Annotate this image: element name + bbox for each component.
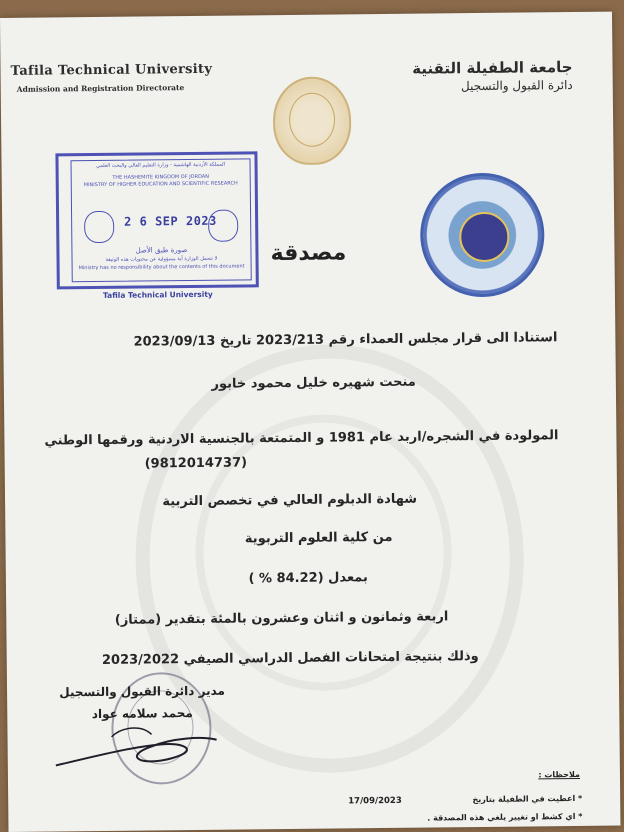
stamp-responsibility-en: Ministry has no responsibility about the contents of this document xyxy=(78,263,245,272)
college-line: من كلية العلوم التربوية xyxy=(244,529,393,547)
arabic-header xyxy=(412,58,573,94)
ministry-stamp xyxy=(55,151,258,300)
granted-line: منحت شهيره خليل محمود خابور xyxy=(211,374,416,392)
document-title: مصدقة xyxy=(270,240,347,267)
semester-line: وذلك بنتيجة امتحانات الفصل الدراسي الصيفي 2023/2022 xyxy=(101,649,479,668)
signatory-name: محمد سلامه عواد xyxy=(91,706,193,722)
decision-line: استنادا الى قرار مجلس العمداء رقم 2023/213 تاريخ 2023/09/13 xyxy=(133,330,558,350)
diploma-line: شهادة الدبلوم العالي في تخصص التربية xyxy=(162,491,418,510)
stamp-responsibility-ar: لا تتحمل الوزارة أية مسؤولية عن محتويات هذه الوثيقة xyxy=(105,255,218,263)
national-id: (9812014737) xyxy=(144,455,248,472)
certificate-paper xyxy=(0,12,620,832)
note-issued-date: 17/09/2023 xyxy=(348,795,402,807)
stamp-line-kingdom: THE HASHEMITE KINGDOM OF JORDAN xyxy=(112,173,210,181)
handwritten-signature xyxy=(51,716,222,778)
average-line: بمعدل (84.22 % ) xyxy=(248,570,368,587)
university-logo-icon xyxy=(289,92,336,146)
note-tampering: * اي كشط او تغيير يلغي هذه المصدقة . xyxy=(427,811,583,823)
note-issued: * اعطيت في الطفيلة بتاريخ xyxy=(472,793,583,805)
stamp-line-ministry: MINISTRY OF HIGHER EDUCATION AND SCIENTIFIC RESEARCH xyxy=(83,180,238,189)
average-words-line: اربعة وثمانون و اثنان وعشرون بالمئة بتقدير (ممتاز) xyxy=(114,609,449,628)
notes-label: ملاحظات : xyxy=(538,769,581,780)
directorate-name-en: Admission and Registration Directorate xyxy=(16,83,185,94)
jordan-crest-icon xyxy=(84,211,114,243)
stamp-copy-ar: صورة طبق الأصل xyxy=(135,246,188,255)
university-name-en: Tafila Technical University xyxy=(10,61,213,79)
stamp-date: 2 6 SEP 2023 xyxy=(124,213,217,229)
english-header xyxy=(10,62,212,94)
stamp-footer: Tafila Technical University xyxy=(102,289,213,300)
directorate-name-ar: دائرة القبول والتسجيل xyxy=(460,78,573,94)
signatory-title: مدير دائرة القبول والتسجيل xyxy=(59,683,225,700)
university-name-ar: جامعة الطفيلة التقنية xyxy=(412,58,573,78)
jordan-crest-icon-right xyxy=(208,210,238,242)
birth-line: المولودة في الشجره/اربد عام 1981 و المتمتعة بالجنسية الاردنية ورقمها الوطني xyxy=(44,428,559,449)
stamp-line-ar: المملكة الأردنية الهاشمية - وزارة التعليم العالي والبحث العلمي xyxy=(96,161,226,170)
university-logo xyxy=(273,76,352,165)
official-round-seal xyxy=(420,172,545,297)
